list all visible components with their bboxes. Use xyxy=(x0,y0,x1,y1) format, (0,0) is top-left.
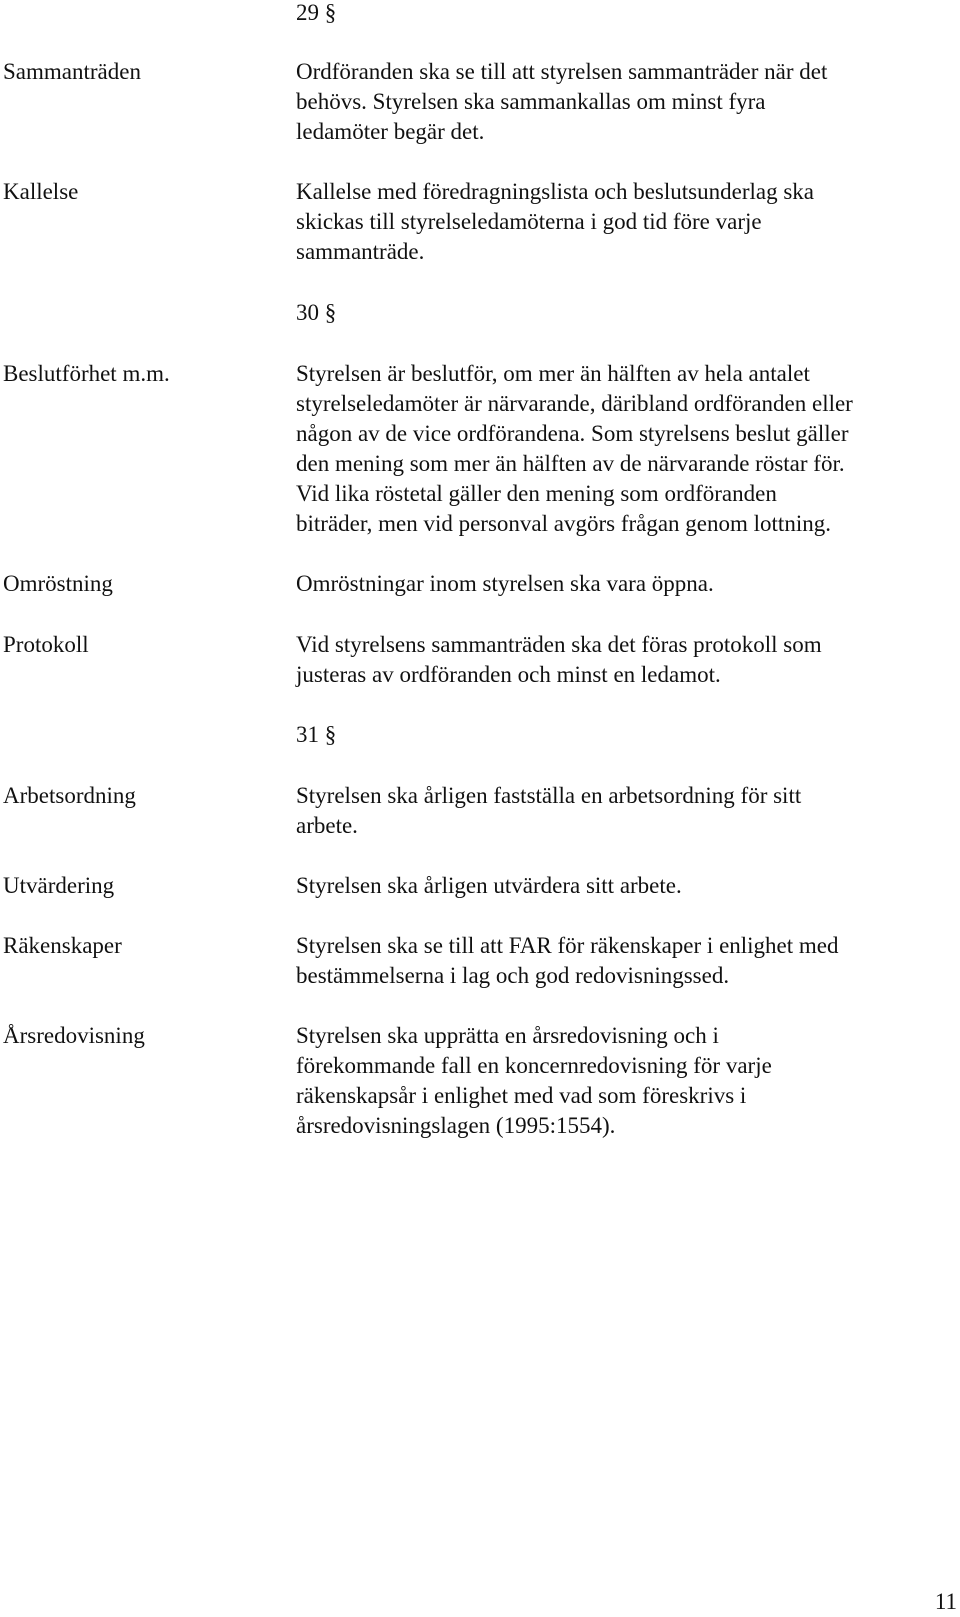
paragraph-arsredovisning xyxy=(296,1021,946,1141)
paragraph-kallelse xyxy=(296,177,946,267)
paragraph-line: Styrelsen är beslutför, om mer än hälften av hela antalet xyxy=(296,361,810,386)
page-number: 11 xyxy=(934,1589,957,1614)
paragraph-line: årsredovisningslagen (1995:1554). xyxy=(296,1113,616,1138)
paragraph-line: styrelseledamöter är närvarande, däribland ordföranden eller xyxy=(296,391,853,416)
paragraph-omrostning xyxy=(296,569,946,599)
paragraph-beslutforhet xyxy=(296,359,946,539)
margin-label-arsredovisning: Årsredovisning xyxy=(3,1023,145,1048)
section-heading-30: 30 § xyxy=(296,300,337,325)
paragraph-line: arbete. xyxy=(296,813,358,838)
margin-label-arbetsordning: Arbetsordning xyxy=(3,783,136,808)
section-heading-31: 31 § xyxy=(296,722,337,747)
margin-label-sammantraden: Sammanträden xyxy=(3,59,141,84)
paragraph-line: Styrelsen ska årligen fastställa en arbetsordning för sitt xyxy=(296,783,802,808)
paragraph-line: förekommande fall en koncernredovisning för varje xyxy=(296,1053,772,1078)
paragraph-line: biträder, men vid personval avgörs frågan genom lottning. xyxy=(296,511,831,536)
margin-label-protokoll: Protokoll xyxy=(3,632,89,657)
paragraph-utvardering xyxy=(296,871,946,901)
paragraph-line: Styrelsen ska årligen utvärdera sitt arbete. xyxy=(296,873,682,898)
paragraph-line: räkenskapsår i enlighet med vad som föreskrivs i xyxy=(296,1083,747,1108)
paragraph-line: Omröstningar inom styrelsen ska vara öppna. xyxy=(296,571,714,596)
paragraph-line: Kallelse med föredragningslista och beslutsunderlag ska xyxy=(296,179,814,204)
margin-label-rakenskaper: Räkenskaper xyxy=(3,933,122,958)
paragraph-line: Styrelsen ska se till att FAR för räkenskaper i enlighet med xyxy=(296,933,839,958)
paragraph-protokoll xyxy=(296,630,946,690)
paragraph-arbetsordning xyxy=(296,781,946,841)
paragraph-line: Ordföranden ska se till att styrelsen sammanträder när det xyxy=(296,59,828,84)
paragraph-rakenskaper xyxy=(296,931,946,991)
paragraph-line: Styrelsen ska upprätta en årsredovisning och i xyxy=(296,1023,719,1048)
paragraph-line: bestämmelserna i lag och god redovisningssed. xyxy=(296,963,730,988)
paragraph-line: behövs. Styrelsen ska sammankallas om minst fyra xyxy=(296,89,766,114)
margin-label-omrostning: Omröstning xyxy=(3,571,113,596)
paragraph-line: ledamöter begär det. xyxy=(296,119,485,144)
margin-label-kallelse: Kallelse xyxy=(3,179,79,204)
margin-label-beslutforhet: Beslutförhet m.m. xyxy=(3,361,170,386)
paragraph-line: Vid lika röstetal gäller den mening som ordföranden xyxy=(296,481,777,506)
paragraph-line: någon av de vice ordförandena. Som styrelsens beslut gäller xyxy=(296,421,849,446)
paragraph-line: den mening som mer än hälften av de närvarande röstar för. xyxy=(296,451,845,476)
paragraph-line: Vid styrelsens sammanträden ska det föras protokoll som xyxy=(296,632,822,657)
margin-label-utvardering: Utvärdering xyxy=(3,873,115,898)
paragraph-line: sammanträde. xyxy=(296,239,425,264)
paragraph-line: skickas till styrelseledamöterna i god tid före varje xyxy=(296,209,762,234)
section-heading-29: 29 § xyxy=(296,0,337,25)
paragraph-line: justeras av ordföranden och minst en ledamot. xyxy=(296,662,721,687)
paragraph-sammantraden xyxy=(296,57,946,147)
